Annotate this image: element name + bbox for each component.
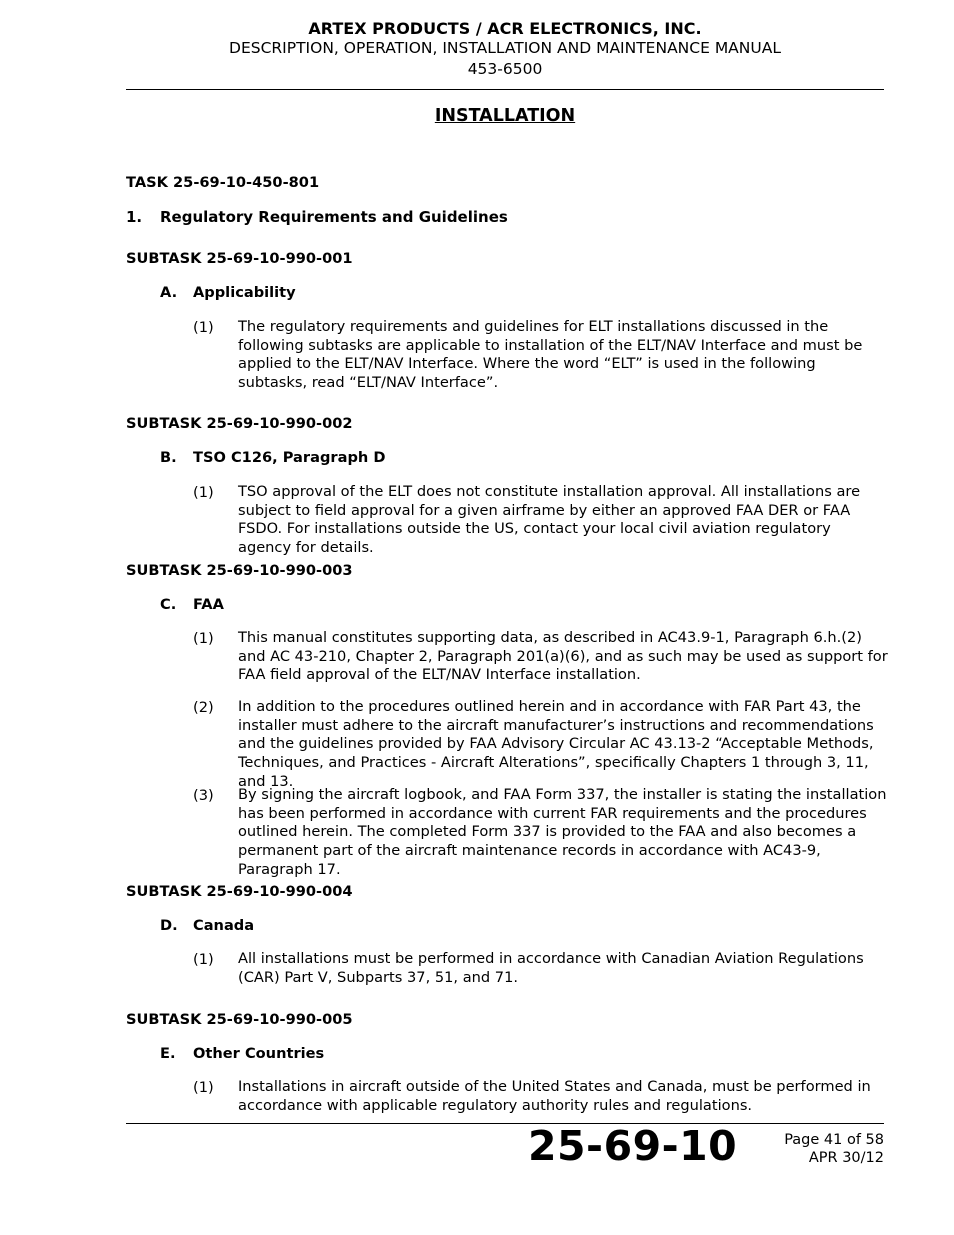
paragraph-text: In addition to the procedures outlined herein and in accordance with FAR Part 43, the installer must adhere to the aircraft manufacturer’s instructions and recommendations and the guidelines provided by FAA Advisory Circular AC 43.13-2 “Acceptable Methods, Techniques, and Practices - Aircraft Alterations”, specifically Chapters 1 through 3, 11, and 13. — [238, 698, 874, 790]
subsection-letter: E. — [160, 1045, 176, 1062]
paragraph-number: (1) — [193, 484, 214, 501]
subsection-heading: TSO C126, Paragraph D — [193, 449, 386, 466]
page-title: INSTALLATION — [434, 106, 576, 126]
paragraph-number: (2) — [193, 699, 214, 716]
subtask-code: SUBTASK 25-69-10-990-003 — [126, 562, 353, 579]
chapter-code: 25-69-10 — [528, 1122, 738, 1170]
paragraph-text: Installations in aircraft outside of the United States and Canada, must be performed in accordance with applicable regulatory authority rules and regulations. — [238, 1078, 871, 1114]
paragraph-number: (1) — [193, 630, 214, 647]
manual-subtitle: DESCRIPTION, OPERATION, INSTALLATION AND MAINTENANCE MANUAL — [229, 39, 781, 57]
subsection-heading: Other Countries — [193, 1045, 325, 1062]
section-heading: Regulatory Requirements and Guidelines — [160, 208, 508, 226]
paragraph-number: (1) — [193, 1079, 214, 1096]
subtask-code: SUBTASK 25-69-10-990-005 — [126, 1011, 353, 1028]
subsection-letter: D. — [160, 917, 178, 934]
company-name: ARTEX PRODUCTS / ACR ELECTRONICS, INC. — [308, 19, 702, 38]
section-number: 1. — [126, 208, 143, 226]
revision-date: APR 30/12 — [808, 1150, 884, 1166]
paragraph-number: (1) — [193, 319, 214, 336]
subsection-heading: FAA — [193, 596, 224, 613]
subsection-heading: Canada — [193, 917, 255, 934]
paragraph-number: (1) — [193, 951, 214, 968]
subsection-heading: Applicability — [193, 284, 296, 301]
document-number: 453-6500 — [467, 60, 543, 78]
subsection-letter: B. — [160, 449, 177, 466]
paragraph-text: All installations must be performed in accordance with Canadian Aviation Regulations (CAR) Part V, Subparts 37, 51, and 71. — [238, 950, 864, 986]
paragraph-text: The regulatory requirements and guidelines for ELT installations discussed in the following subtasks are applicable to installation of the ELT/NAV Interface and must be applied to the ELT/NAV Interface. Where the word “ELT” is used in the following subtasks, read “ELT/NAV Interface”. — [238, 318, 863, 392]
footer-divider — [126, 1123, 884, 1124]
paragraph-number: (3) — [193, 787, 214, 804]
paragraph-text: By signing the aircraft logbook, and FAA Form 337, the installer is stating the installation has been performed in accordance with current FAR requirements and the procedures outlined herein. The completed Form 337 is provided to the FAA and also becomes a permanent part of the aircraft maintenance records in accordance with AC43-9, Paragraph 17. — [238, 786, 887, 878]
subsection-letter: C. — [160, 596, 177, 613]
subtask-code: SUBTASK 25-69-10-990-004 — [126, 883, 353, 900]
subsection-letter: A. — [160, 284, 178, 301]
paragraph-text: TSO approval of the ELT does not constitute installation approval. All installations are subject to field approval for a given airframe by either an approved FAA DER or FAA FSDO. For installations outside the US, contact your local civil aviation regulatory agency for details. — [238, 483, 861, 557]
header-divider — [126, 89, 884, 90]
subtask-code: SUBTASK 25-69-10-990-002 — [126, 415, 353, 432]
subtask-code: SUBTASK 25-69-10-990-001 — [126, 250, 353, 267]
page-number: Page 41 of 58 — [784, 1132, 884, 1148]
task-code: TASK 25-69-10-450-801 — [126, 174, 320, 191]
paragraph-text: This manual constitutes supporting data, as described in AC43.9-1, Paragraph 6.h.(2) and AC 43-210, Chapter 2, Paragraph 201(a)(6), and as such may be used as support for FAA field approval of the ELT/NAV Interface installation. — [238, 629, 888, 684]
